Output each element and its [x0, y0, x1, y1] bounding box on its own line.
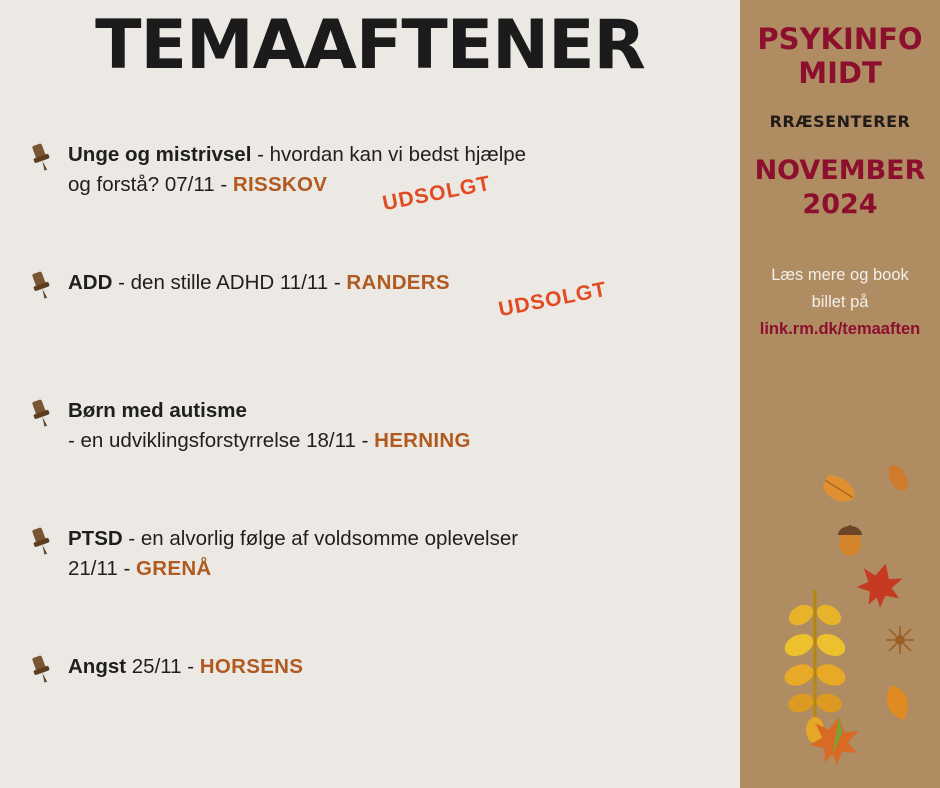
event-title: Angst	[68, 655, 127, 678]
brand-line-2: MIDT	[798, 56, 882, 90]
page-title: TEMAAFTENER	[95, 6, 645, 85]
event-text-line1	[68, 140, 730, 170]
event-city: RISSKOV	[232, 173, 328, 196]
list-item[interactable]	[0, 652, 740, 712]
presents-label: RRÆSENTERER	[769, 112, 911, 131]
month-label: NOVEMBER	[754, 155, 926, 186]
list-item[interactable]	[0, 396, 740, 456]
event-detail: - en udviklingsforstyrrelse 18/11 -	[68, 429, 375, 452]
event-city: RANDERS	[346, 271, 450, 294]
leaf-icon	[884, 462, 912, 494]
event-detail: - hvordan kan vi bedst hjælpe	[251, 143, 527, 166]
event-title: ADD	[68, 271, 113, 294]
event-title: Unge og mistrivsel	[68, 143, 252, 166]
booking-line-1: Læs mere og book	[771, 266, 909, 284]
event-text-line1	[68, 396, 730, 426]
seed-pod-icon	[886, 626, 914, 654]
event-detail: - den stille ADHD 11/11 -	[112, 271, 347, 294]
leaf-icon	[820, 473, 860, 507]
pushpin-icon	[26, 654, 56, 684]
event-text-line1	[68, 268, 730, 298]
booking-link[interactable]: link.rm.dk/temaaften	[759, 320, 921, 338]
year-label: 2024	[802, 189, 878, 220]
leaf-icon	[885, 683, 911, 722]
event-title: PTSD	[68, 527, 123, 550]
status-badge-soldout: UDSOLGT	[496, 277, 609, 322]
booking-line-2: billet på	[811, 293, 869, 311]
pushpin-icon	[26, 270, 56, 300]
autumn-leaves-decoration	[740, 440, 940, 788]
event-date: 21/11 -	[68, 557, 136, 580]
poster-sidebar	[740, 0, 940, 788]
pushpin-icon	[26, 398, 56, 428]
brand-name	[740, 22, 940, 90]
leaf-icon	[853, 558, 907, 612]
acorn-icon	[838, 525, 862, 556]
pushpin-icon	[26, 142, 56, 172]
event-text-line2	[68, 554, 730, 584]
brand-line-1: PSYKINFO	[757, 22, 923, 56]
event-city: HERNING	[374, 429, 471, 452]
event-text-line2	[68, 426, 730, 456]
list-item[interactable]	[0, 140, 740, 216]
booking-info	[740, 262, 940, 343]
event-title: Børn med autisme	[68, 399, 247, 422]
event-text-line1	[68, 524, 730, 554]
list-item[interactable]	[0, 268, 740, 328]
event-detail: - en alvorlig følge af voldsomme oplevelser	[122, 527, 519, 550]
event-list	[0, 140, 740, 780]
event-date: og forstå? 07/11 -	[68, 173, 233, 196]
status-badge-soldout: UDSOLGT	[380, 171, 493, 216]
event-city: GRENÅ	[136, 557, 212, 580]
pushpin-icon	[26, 526, 56, 556]
event-text-line1	[68, 652, 730, 682]
list-item[interactable]	[0, 524, 740, 584]
event-city: HORSENS	[199, 655, 304, 678]
event-date: 25/11 -	[126, 655, 200, 678]
